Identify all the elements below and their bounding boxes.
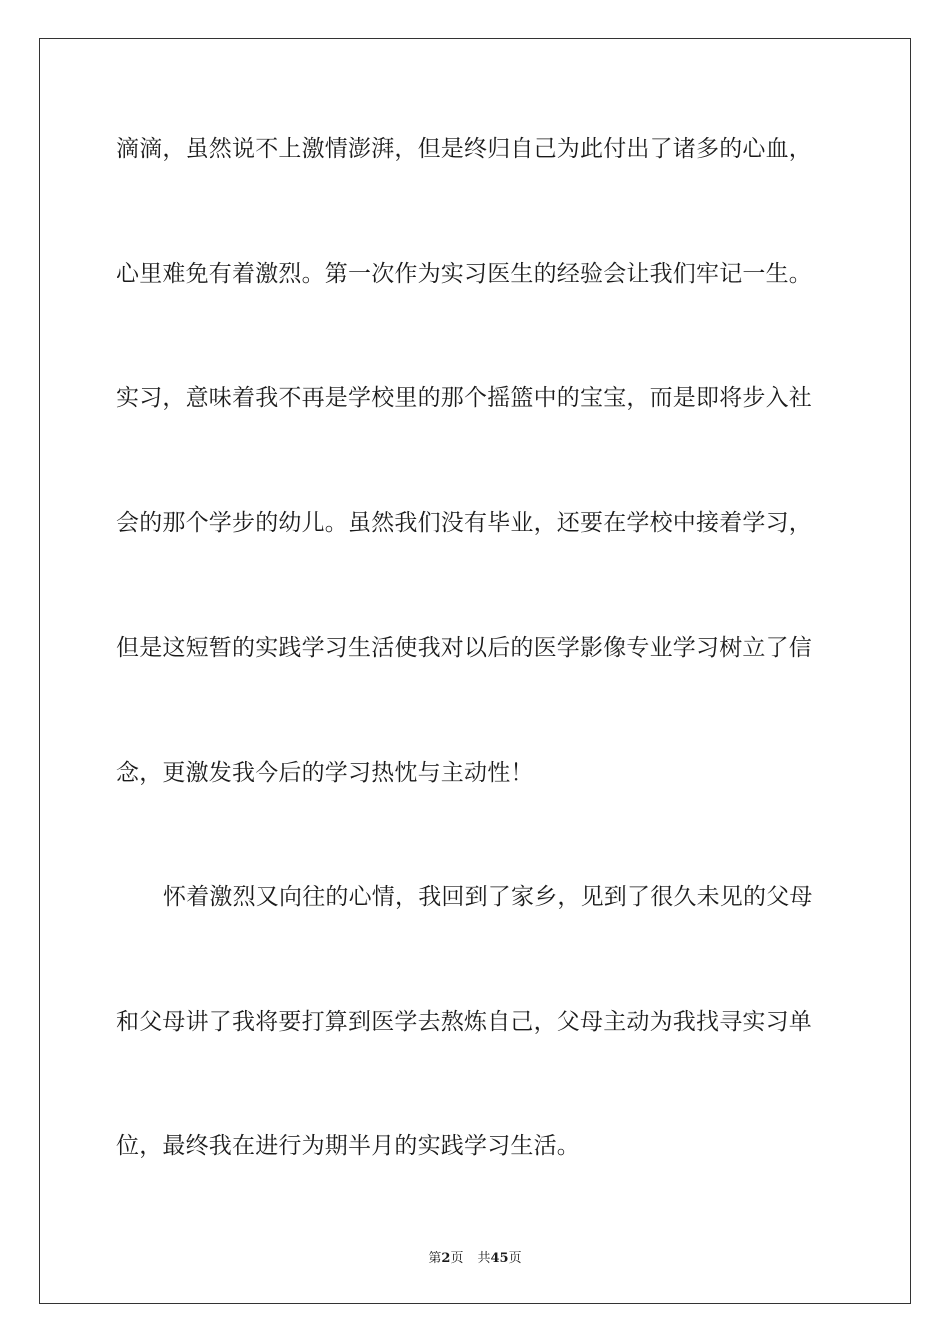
text-line: 位，最终我在进行为期半月的实践学习生活。	[116, 1133, 580, 1159]
text-line: 心里难免有着激烈。第一次作为实习医生的经验会让我们牢记一生。	[116, 261, 812, 287]
text-line: 实习，意味着我不再是学校里的那个摇篮中的宝宝，而是即将步入社	[116, 385, 812, 411]
text-line: 滴滴，虽然说不上激情澎湃，但是终归自己为此付出了诸多的心血，	[116, 136, 812, 162]
text-line: 和父母讲了我将要打算到医学去熬炼自己，父母主动为我找寻实习单	[116, 1009, 812, 1035]
total-suffix: 页	[508, 1251, 522, 1266]
total-prefix: 共	[477, 1251, 491, 1266]
text-line: 会的那个学步的幼儿。虽然我们没有毕业，还要在学校中接着学习，	[116, 510, 812, 536]
page-number: 2	[441, 1251, 451, 1266]
page-prefix: 第	[428, 1251, 442, 1266]
page-footer	[0, 1247, 950, 1266]
page-border	[39, 38, 911, 1304]
text-line: 但是这短暂的实践学习生活使我对以后的医学影像专业学习树立了信	[116, 635, 812, 661]
page-suffix: 页	[450, 1251, 464, 1266]
text-line: 念，更激发我今后的学习热忱与主动性！	[116, 760, 534, 786]
total-pages: 45	[490, 1251, 509, 1266]
paragraph-first-line: 怀着激烈又向往的心情，我回到了家乡，见到了很久未见的父母	[163, 884, 813, 910]
